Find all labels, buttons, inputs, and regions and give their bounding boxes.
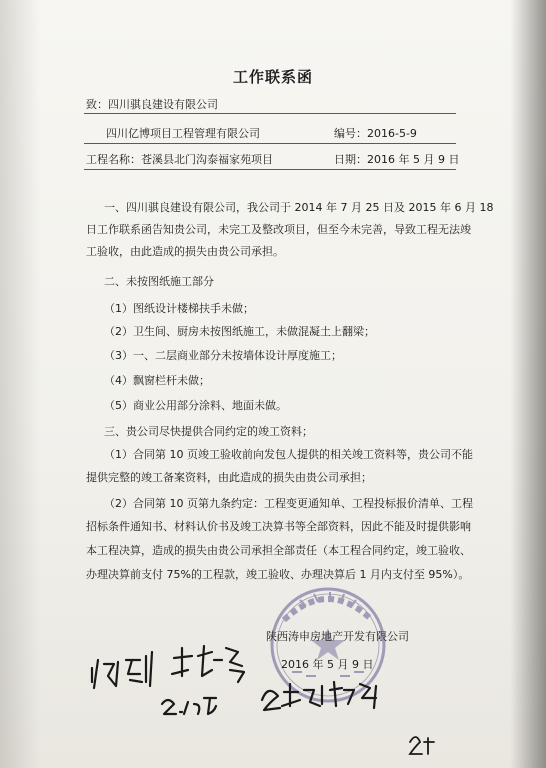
paragraph-1-line-2: 日工作联系函告知贵公司，未完工及整改项目，但至今未完善，导致工程无法竣 <box>86 223 471 236</box>
clause-2-line-3: 本工程决算，造成的损失由贵公司承担全部责任（本工程合同约定，竣工验收、 <box>86 544 471 557</box>
list-item-4: （4）飘窗栏杆未做； <box>104 374 210 387</box>
project-name: 工程名称：苍溪县北门沟泰福家苑项目 <box>86 153 273 166</box>
handwriting-received <box>92 652 152 688</box>
company-seal-icon <box>272 589 384 701</box>
document-number: 编号：2016-5-9 <box>334 127 417 140</box>
clause-1-line-1: （1）合同第 10 页竣工验收前向发包人提供的相关竣工资料等，贵公司不能 <box>104 448 473 461</box>
document-date: 日期：2016 年 5 月 9 日 <box>334 153 460 166</box>
page-mark-icon <box>410 737 434 754</box>
clause-2-line-1: （2）合同第 10 页第九条约定：工程变更通知单、工程投标报价清单、工程 <box>104 497 473 510</box>
section-3-heading: 三、贵公司尽快提供合同约定的竣工资料； <box>104 425 313 438</box>
paragraph-1-line-1: 一、四川骐良建设有限公司，我公司于 2014 年 7 月 25 日及 2015 年 6 月 18 <box>104 201 494 214</box>
cc-name: 四川亿博项目工程管理有限公司 <box>106 127 260 140</box>
list-item-3: （3）一、二层商业部分未按墙体设计厚度施工； <box>104 349 342 362</box>
list-item-2: （2）卫生间、厨房未按图纸施工，未做混凝土上翻梁； <box>104 325 375 338</box>
issuer-date: 2016 年 5 月 9 日 <box>281 658 374 671</box>
clause-2-line-2: 招标条件通知书、材料认价书及竣工决算书等全部资料，因此不能及时提供影响 <box>86 520 471 533</box>
clause-2-line-4: 办理决算前支付 75%的工程款，竣工验收、办理决算后 1 月内支付至 95%）。 <box>86 568 470 581</box>
list-item-1: （1）图纸设计楼梯扶手未做； <box>104 302 254 315</box>
handwriting-signature-2 <box>262 682 376 710</box>
list-item-5: （5）商业公用部分涂料、地面未做。 <box>104 399 287 412</box>
issuer-company: 陕西涛申房地产开发有限公司 <box>266 630 409 643</box>
handwriting-signature <box>162 646 244 714</box>
document-title: 工作联系函 <box>232 68 313 86</box>
to-label: 致： <box>86 98 108 111</box>
paragraph-1-line-3: 工验收，由此造成的损失由贵公司承担。 <box>86 245 284 258</box>
clause-1-line-2: 提供完整的竣工备案资料，由此造成的损失由贵公司承担； <box>86 471 372 484</box>
section-2-heading: 二、未按图纸施工部分 <box>104 275 214 288</box>
recipient-name: 四川骐良建设有限公司 <box>108 98 218 111</box>
